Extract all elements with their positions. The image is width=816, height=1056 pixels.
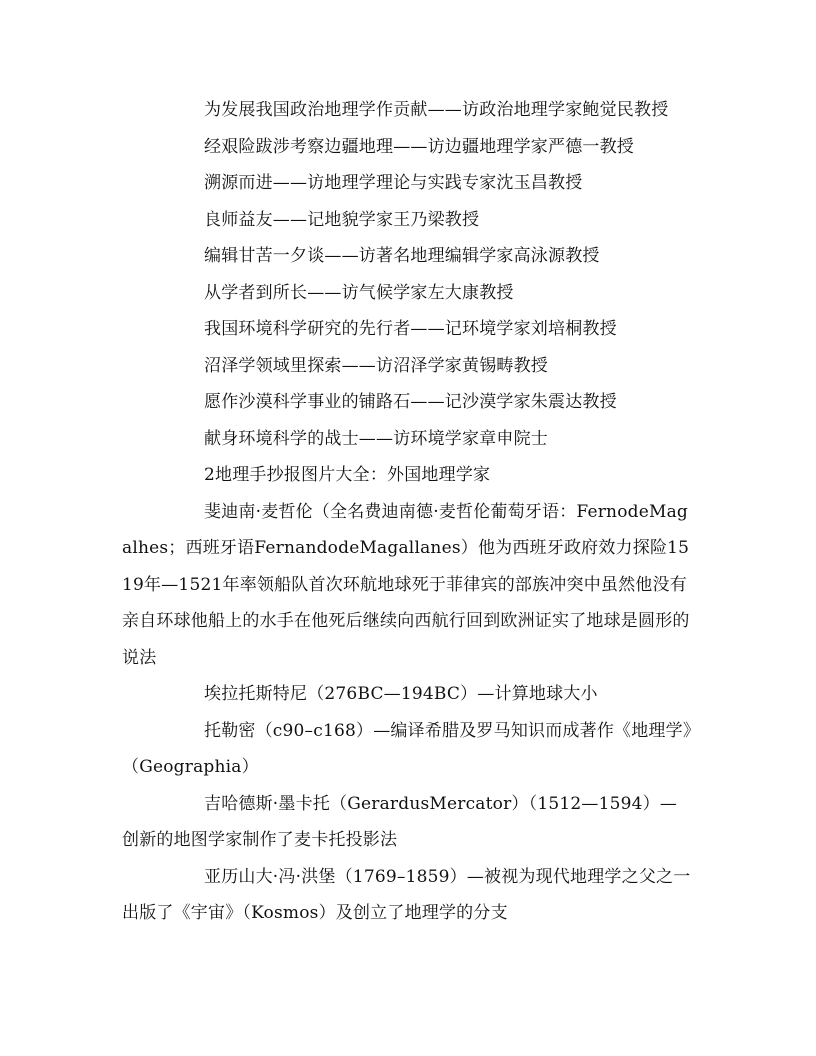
document-page <box>122 92 694 932</box>
paragraph-5: 编辑甘苦一夕谈——访著名地理编辑学家高泳源教授 <box>204 246 600 266</box>
paragraph-7: 我国环境科学研究的先行者——记环境学家刘培桐教授 <box>204 319 617 339</box>
paragraph-6: 从学者到所长——访气候学家左大康教授 <box>204 282 514 303</box>
paragraph-3: 溯源而进——访地理学理论与实践专家沈玉昌教授 <box>204 173 583 193</box>
paragraph-10: 献身环境科学的战士——访环境学家章申院士 <box>204 428 548 449</box>
paragraph-2: 经艰险跋涉考察边疆地理——访边疆地理学家严德一教授 <box>204 136 634 157</box>
paragraph-8: 沼泽学领域里探索——访沼泽学家黄锡畴教授 <box>204 355 548 376</box>
paragraph-4: 良师益友——记地貌学家王乃梁教授 <box>204 209 480 230</box>
paragraph-9: 愿作沙漠科学事业的铺路石——记沙漠学家朱震达教授 <box>204 392 617 412</box>
paragraph-ptolemy: 托勒密（c90–c168）—编译希腊及罗马知识而成著作《地理学》（Geographia） <box>122 720 692 777</box>
paragraph-mercator: 吉哈德斯·墨卡托（GerardusMercator）（1512—1594）—创新的地图学家制作了麦卡托投影法 <box>122 793 678 850</box>
section-heading: 2地理手抄报图片大全：外国地理学家 <box>204 465 491 485</box>
paragraph-magellan: 斐迪南·麦哲伦（全名费迪南德·麦哲伦葡萄牙语：FernodeMagalhes；西班牙语FernandodeMagallanes）他为西班牙政府效力探险1519年—1521年率领船队首次环航地球死于菲律宾的部族冲突中虽然他没有亲自环球他船上的水手在他死后继续向西航行回到欧洲证实了地球是圆形的说法 <box>122 501 690 668</box>
paragraph-eratosthenes: 埃拉托斯特尼（276BC—194BC）—计算地球大小 <box>204 684 598 704</box>
paragraph-1: 为发展我国政治地理学作贡献——访政治地理学家鲍觉民教授 <box>204 100 669 120</box>
paragraph-humboldt: 亚历山大·冯·洪堡（1769–1859）—被视为现代地理学之父之一出版了《宇宙》（Kosmos）及创立了地理学的分支 <box>122 866 691 923</box>
